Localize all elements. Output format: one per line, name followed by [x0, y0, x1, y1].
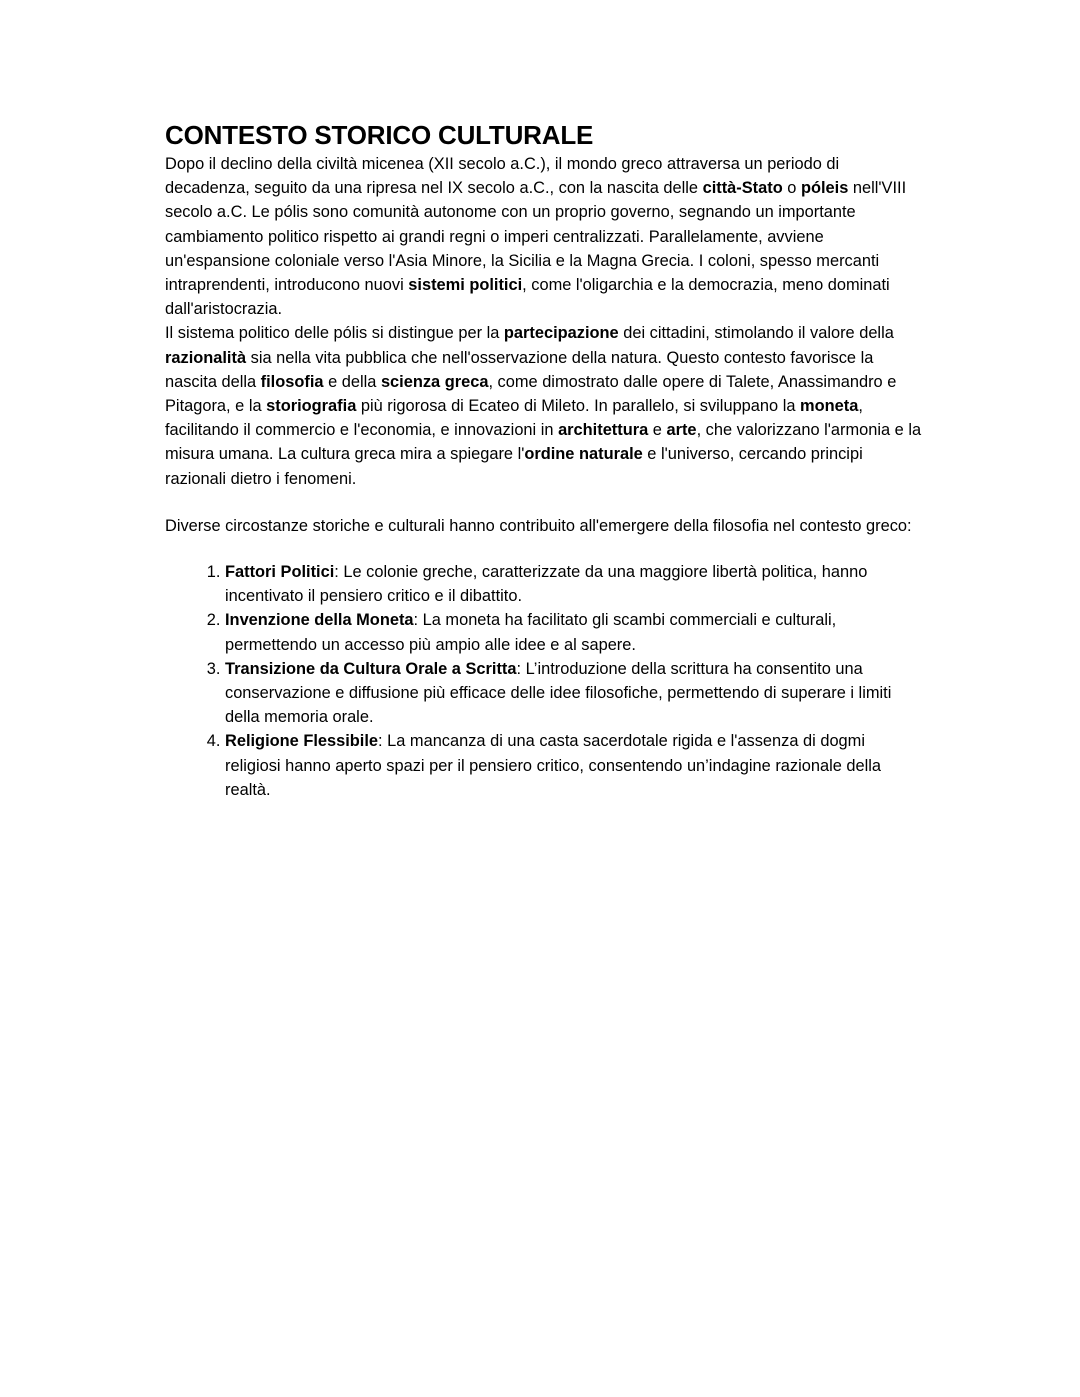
bold-term: storiografia	[266, 397, 357, 416]
document-page	[165, 118, 925, 802]
list-item	[225, 608, 925, 656]
bold-term: architettura	[558, 421, 649, 440]
text-run: , che valorizzano l'armonia e la misura umana. La cultura greca mira a spiegare l'	[165, 421, 922, 464]
text-run: Il sistema politico delle pólis si distingue per la	[165, 324, 504, 343]
factors-list	[165, 560, 925, 802]
text-run: e	[648, 421, 667, 440]
text-run: , come dimostrato dalle opere di Talete, Anassimandro e Pitagora, e la	[165, 372, 897, 416]
list-item-text: : La moneta ha facilitato gli scambi commerciali e culturali, permettendo un accesso più ampio alle idee e al sapere.	[225, 611, 837, 654]
bold-term: partecipazione	[503, 324, 619, 343]
bold-term: filosofia	[260, 372, 324, 391]
list-item-term: Fattori Politici	[225, 563, 335, 582]
list-item	[225, 729, 925, 802]
list-item-text: : Le colonie greche, caratterizzate da una maggiore libertà politica, hanno incentivato il pensiero critico e il dibattito.	[225, 563, 868, 606]
list-item	[225, 560, 925, 608]
bold-term: ordine naturale	[524, 445, 643, 464]
text-run: nell'VIII secolo a.C. Le pólis sono comunità autonome con un proprio governo, segnando un importante cambiamento politico rispetto ai grandi regni o imperi centralizzati. Parallelamente, avviene un'espansione coloniale verso l'Asia Minore, la Sicilia e la Magna Grecia. I coloni, spesso mercanti intraprendenti, introducono nuovi	[165, 179, 907, 295]
paragraph-intro-list: Diverse circostanze storiche e culturali hanno contribuito all'emergere della filosofia nel contesto greco:	[165, 516, 912, 535]
text-run: Dopo il declino della civiltà micenea (XII secolo a.C.), il mondo greco attraversa un periodo di decadenza, seguito da una ripresa nel IX secolo a.C., con la nascita delle	[165, 155, 840, 198]
list-item-term: Invenzione della Moneta	[225, 611, 414, 630]
bold-term: città-Stato	[702, 179, 783, 198]
text-run: dei cittadini, stimolando il valore della	[618, 324, 894, 343]
text-run: e della	[323, 372, 381, 391]
bold-term: sistemi politici	[408, 276, 523, 295]
paragraph-spacer	[165, 491, 925, 514]
text-run: , facilitando il commercio e l'economia, e innovazioni in	[165, 397, 863, 440]
bold-term: scienza greca	[380, 372, 489, 391]
list-item	[225, 657, 925, 730]
text-run: e l'universo, cercando principi razionali dietro i fenomeni.	[165, 445, 863, 488]
text-run: sia nella vita pubblica che nell'osservazione della natura. Questo contesto favorisce la nascita della	[165, 348, 874, 391]
text-run: o	[782, 179, 801, 198]
text-run: , come l'oligarchia e la democrazia, meno dominati dall'aristocrazia.	[165, 276, 890, 319]
bold-term: moneta	[800, 397, 859, 416]
bold-term: arte	[666, 421, 697, 440]
bold-term: razionalità	[165, 348, 247, 367]
list-item-term: Religione Flessibile	[225, 732, 379, 751]
list-item-text: : L’introduzione della scrittura ha consentito una conservazione e diffusione più efficace delle idee filosofiche, permettendo di superare i limiti della memoria orale.	[225, 659, 892, 727]
text-run: più rigorosa di Ecateo di Mileto. In parallelo, si sviluppano la	[356, 397, 801, 416]
paragraph-context	[165, 152, 925, 321]
list-item-text: : La mancanza di una casta sacerdotale rigida e l'assenza di dogmi religiosi hanno aperto spazi per il pensiero critico, consentendo un’indagine razionale della realtà.	[225, 732, 882, 799]
bold-term: póleis	[800, 179, 849, 198]
paragraph-polis	[165, 321, 925, 490]
page-title: CONTESTO STORICO CULTURALE	[165, 120, 594, 150]
list-item-term: Transizione da Cultura Orale a Scritta	[225, 659, 517, 678]
